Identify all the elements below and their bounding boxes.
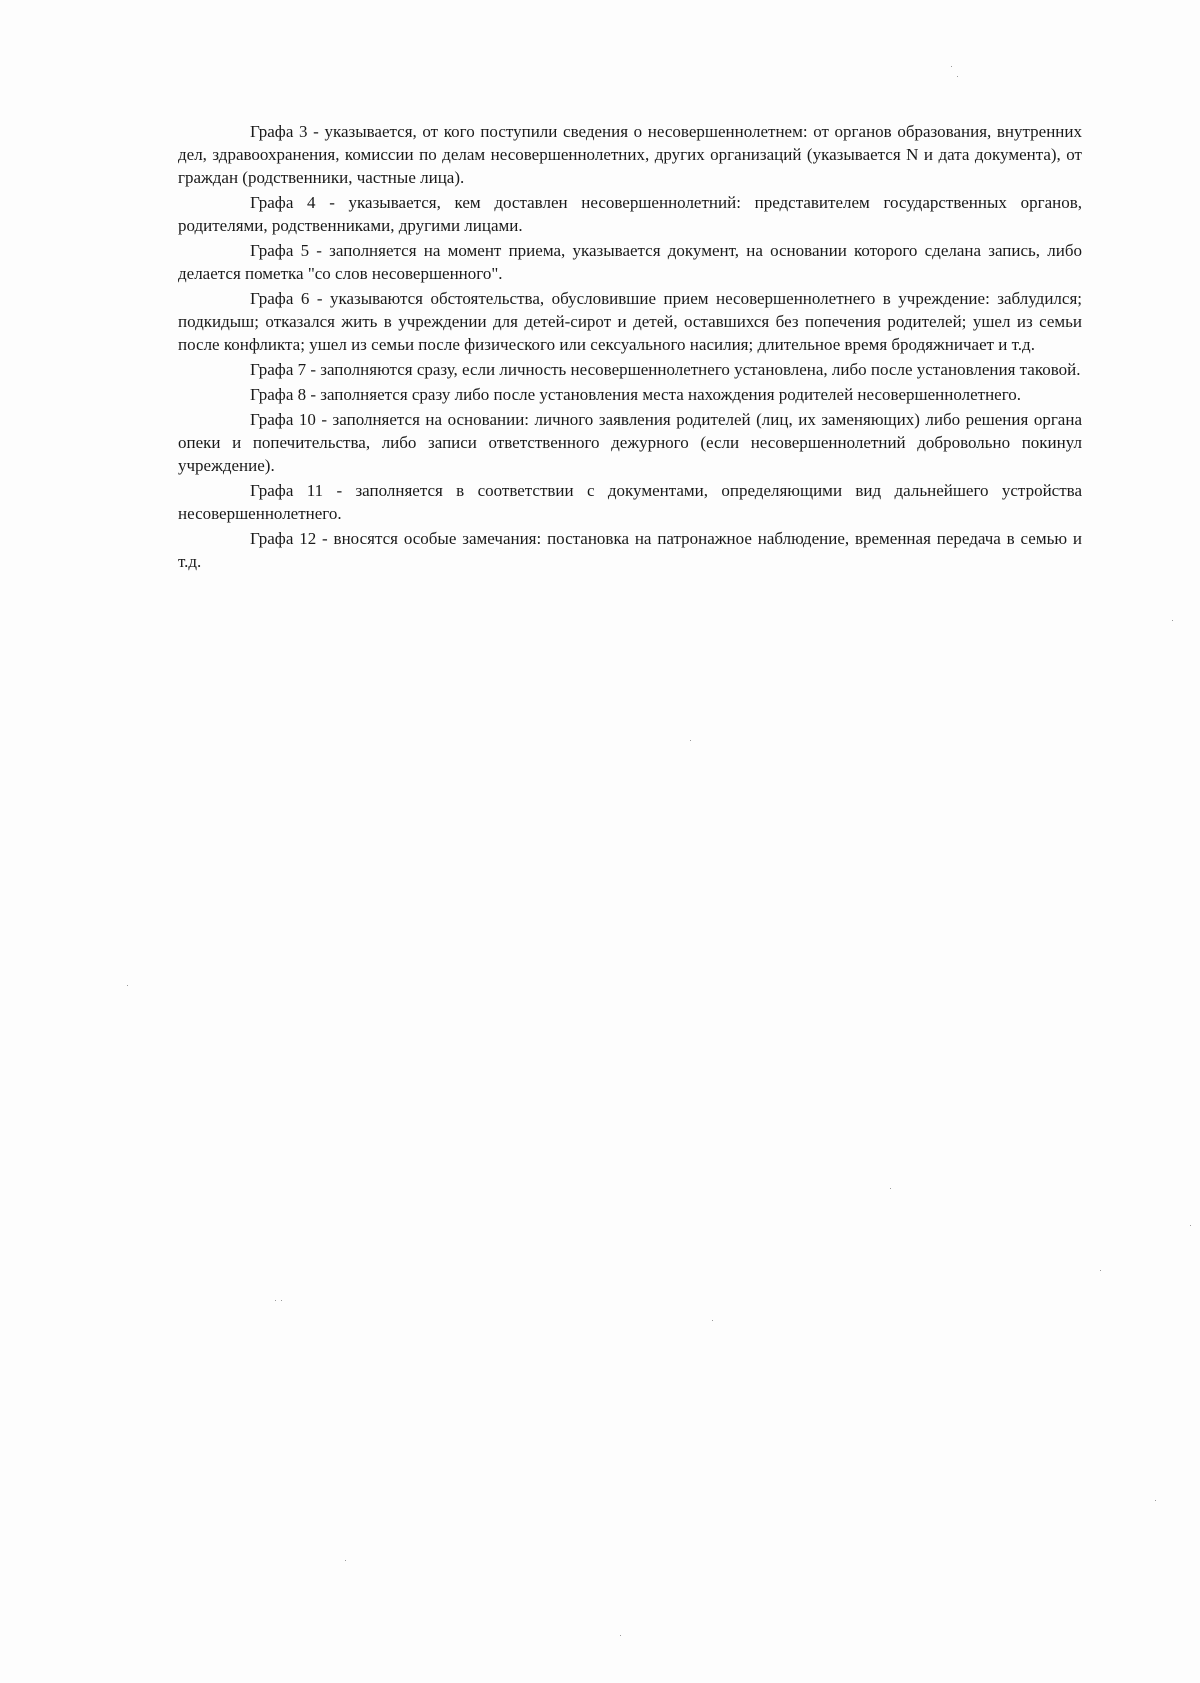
paragraph-column-7: Графа 7 - заполняются сразу, если личность несовершеннолетнего установлена, либо после установления таковой. bbox=[250, 360, 1081, 379]
paragraph-column-11: Графа 11 - заполняется в соответствии с документами, определяющими вид дальнейшего устройства несовершеннолетнего. bbox=[178, 481, 1082, 523]
paragraph-column-12: Графа 12 - вносятся особые замечания: постановка на патронажное наблюдение, временная передача в семью и т.д. bbox=[178, 529, 1082, 571]
paragraph-column-5: Графа 5 - заполняется на момент приема, указывается документ, на основании которого сделана запись, либо делается пометка "со слов несовершенного". bbox=[178, 241, 1082, 283]
scan-speck bbox=[957, 76, 958, 77]
scan-speck bbox=[1190, 1225, 1191, 1226]
scan-speck bbox=[345, 1560, 346, 1561]
paragraph-column-3: Графа 3 - указывается, от кого поступили сведения о несовершеннолетнем: от органов образования, внутренних дел, здравоохранения, комиссии по делам несовершеннолетних, других организаций (указывается N и дата документа), от граждан (родственники, частные лица). bbox=[178, 122, 1082, 187]
document-body bbox=[178, 120, 1082, 575]
scan-speck bbox=[275, 1300, 276, 1301]
scan-speck bbox=[127, 985, 128, 986]
scan-speck bbox=[620, 1635, 621, 1636]
paragraph-column-8: Графа 8 - заполняется сразу либо после установления места нахождения родителей несовершеннолетнего. bbox=[250, 385, 1022, 404]
scan-speck bbox=[1155, 1500, 1156, 1501]
paragraph-column-4: Графа 4 - указывается, кем доставлен несовершеннолетний: представителем государственных органов, родителями, родственниками, другими лицами. bbox=[178, 193, 1082, 235]
scan-speck bbox=[1100, 1270, 1101, 1271]
scan-speck bbox=[890, 1188, 891, 1189]
scan-speck bbox=[712, 1320, 713, 1321]
paragraph-column-10: Графа 10 - заполняется на основании: личного заявления родителей (лиц, их заменяющих) либо решения органа опеки и попечительства, либо записи ответственного дежурного (если несовершеннолетний добровольно покинул учреждение). bbox=[178, 410, 1082, 475]
scan-speck bbox=[951, 66, 952, 67]
scan-speck bbox=[281, 1300, 282, 1301]
paragraph-column-6: Графа 6 - указываются обстоятельства, обусловившие прием несовершеннолетнего в учреждение: заблудился; подкидыш; отказался жить в учреждении для детей-сирот и детей, оставшихся без попечения родителей; ушел из семьи после конфликта; ушел из семьи после физического или сексуального насилия; длительное время бродяжничает и т.д. bbox=[178, 289, 1082, 354]
scan-speck bbox=[690, 740, 691, 741]
scan-speck bbox=[1172, 620, 1173, 621]
